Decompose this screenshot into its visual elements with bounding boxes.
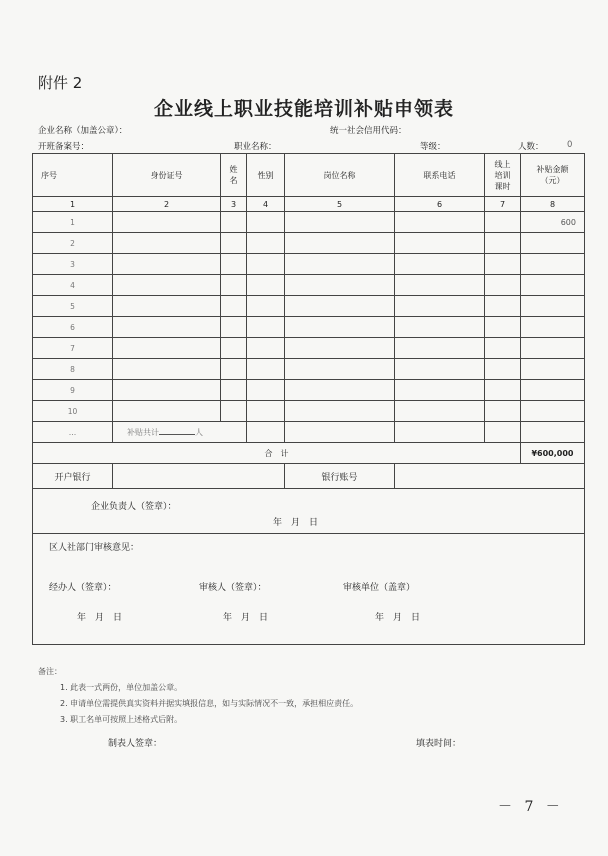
row-cell[interactable] [221,380,247,401]
responsible-cell [33,489,585,534]
people-value: 0 [567,140,573,150]
responsible-row [33,489,585,534]
table-row [33,275,585,296]
col-number: 6 [395,197,485,212]
row-cell[interactable] [247,317,285,338]
handler-date: 年 月 日 [77,613,123,623]
row-cell[interactable] [285,275,395,296]
row-cell[interactable] [247,212,285,233]
row-cell[interactable] [113,359,221,380]
row-cell[interactable] [247,401,285,422]
row-cell[interactable] [247,233,285,254]
row-cell[interactable] [247,254,285,275]
table-row [33,212,585,233]
review-cell [33,534,585,645]
row-cell[interactable] [247,296,285,317]
bank-label: 开户银行 [33,464,113,489]
row-cell[interactable] [485,380,521,401]
col-number: 8 [521,197,585,212]
row-cell[interactable] [285,212,395,233]
row-cell[interactable] [221,359,247,380]
row-subsidy-amount[interactable] [521,380,585,401]
total-value: ¥600,000 [521,443,585,464]
reviewer-label: 审核人（签章）： [199,583,267,593]
col-number: 1 [33,197,113,212]
row-cell[interactable] [285,317,395,338]
table-row [33,233,585,254]
ellipsis-row [33,422,585,443]
row-index: 1 [33,212,113,233]
row-cell[interactable] [485,296,521,317]
fill-time-label: 填表时间： [416,739,462,749]
review-label: 区人社部门审核意见： [49,543,140,553]
col-number: 7 [485,197,521,212]
row-cell[interactable] [395,296,485,317]
table-row [33,254,585,275]
row-cell[interactable] [247,359,285,380]
row-subsidy-amount[interactable]: 600 [521,212,585,233]
account-value[interactable] [395,464,585,489]
row-subsidy-amount[interactable] [521,296,585,317]
row-cell[interactable] [247,338,285,359]
row-cell[interactable] [221,338,247,359]
data-rows [33,212,585,422]
row-cell[interactable] [485,359,521,380]
subsidy-total-count: 补贴共计 人 [113,422,247,443]
responsible-date: 年 月 日 [273,518,319,528]
handler-label: 经办人（签章）： [49,583,117,593]
row-cell[interactable] [285,296,395,317]
bank-value[interactable] [113,464,285,489]
row-subsidy-amount[interactable] [521,317,585,338]
row-index: 10 [33,401,113,422]
credit-code-label: 统一社会信用代码： [330,126,407,136]
row-cell[interactable] [113,317,221,338]
remarks-label: 备注： [38,667,62,676]
row-cell[interactable] [395,233,485,254]
row-cell[interactable] [113,296,221,317]
row-cell[interactable] [485,254,521,275]
attachment-label: 附件 2 [38,74,83,92]
row-cell[interactable] [395,254,485,275]
row-cell[interactable] [285,401,395,422]
ellipsis-cell: … [33,422,113,443]
row-cell[interactable] [221,317,247,338]
col-number: 4 [247,197,285,212]
form-title: 企业线上职业技能培训补贴申领表 [153,98,454,120]
header-name: 姓 名 [221,154,247,197]
row-cell[interactable] [485,275,521,296]
total-row [33,443,585,464]
row-cell[interactable] [113,380,221,401]
row-cell[interactable] [395,338,485,359]
header-id-number: 身份证号 [113,154,221,197]
table-row [33,317,585,338]
header-gender: 性别 [247,154,285,197]
header-subsidy-amount: 补贴金额 （元） [521,154,585,197]
table-row [33,380,585,401]
row-cell[interactable] [285,359,395,380]
col-number: 2 [113,197,221,212]
account-label: 银行账号 [285,464,395,489]
row-index: 3 [33,254,113,275]
row-cell[interactable] [395,401,485,422]
row-index: 2 [33,233,113,254]
row-index: 7 [33,338,113,359]
reviewer-date: 年 月 日 [223,613,269,623]
row-cell[interactable] [113,401,221,422]
row-cell[interactable] [221,254,247,275]
row-cell[interactable] [285,233,395,254]
preparer-label: 制表人签章： [108,739,163,749]
row-cell[interactable] [395,359,485,380]
row-cell[interactable] [221,233,247,254]
row-cell[interactable] [285,380,395,401]
row-cell[interactable] [395,317,485,338]
row-cell[interactable] [485,401,521,422]
occupation-label: 职业名称： [234,142,277,152]
table-row [33,296,585,317]
table-row [33,401,585,422]
row-cell[interactable] [395,380,485,401]
row-subsidy-amount[interactable] [521,233,585,254]
total-label: 合 计 [33,443,521,464]
row-cell[interactable] [113,275,221,296]
row-cell[interactable] [247,380,285,401]
row-cell[interactable] [113,254,221,275]
row-index: 8 [33,359,113,380]
remark-item: 2. 申请单位需提供真实资料并据实填报信息，如与实际情况不一致，承担相应责任。 [60,699,359,708]
row-cell[interactable] [485,233,521,254]
column-number-row [33,197,585,212]
row-cell[interactable] [395,212,485,233]
row-cell[interactable] [485,317,521,338]
row-subsidy-amount[interactable] [521,401,585,422]
table-row [33,338,585,359]
page-number: － 7 － [498,799,564,815]
bank-row [33,464,585,489]
remarks [38,664,358,728]
class-record-label: 开班备案号： [38,142,90,152]
row-subsidy-amount[interactable] [521,338,585,359]
row-cell[interactable] [285,338,395,359]
row-index: 9 [33,380,113,401]
row-cell[interactable] [395,275,485,296]
row-cell[interactable] [485,212,521,233]
subsidy-table [32,153,585,645]
people-label: 人数： [518,142,544,152]
col-number: 3 [221,197,247,212]
row-subsidy-amount[interactable] [521,275,585,296]
row-cell[interactable] [221,296,247,317]
row-subsidy-amount[interactable] [521,254,585,275]
review-unit-date: 年 月 日 [375,613,421,623]
row-index: 5 [33,296,113,317]
row-cell[interactable] [485,338,521,359]
review-row [33,534,585,645]
row-cell[interactable] [221,275,247,296]
row-cell[interactable] [221,401,247,422]
remark-item: 1. 此表一式两份，单位加盖公章。 [60,683,183,692]
level-label: 等级： [420,142,446,152]
header-online-hours: 线上 培训 课时 [485,154,521,197]
header-serial: 序号 [33,154,113,197]
row-cell[interactable] [247,275,285,296]
row-cell[interactable] [285,254,395,275]
row-index: 4 [33,275,113,296]
header-row [33,154,585,197]
table-row [33,359,585,380]
row-cell[interactable] [113,212,221,233]
row-cell[interactable] [113,233,221,254]
col-number: 5 [285,197,395,212]
row-cell[interactable] [113,338,221,359]
review-unit-label: 审核单位（盖章） [343,583,416,593]
row-subsidy-amount[interactable] [521,359,585,380]
company-name-label: 企业名称（加盖公章）： [38,126,128,136]
row-cell[interactable] [221,212,247,233]
header-position: 岗位名称 [285,154,395,197]
row-index: 6 [33,317,113,338]
responsible-label: 企业负责人（签章）： [91,502,177,512]
remark-item: 3. 职工名单可按照上述格式后附。 [60,715,183,724]
header-phone: 联系电话 [395,154,485,197]
